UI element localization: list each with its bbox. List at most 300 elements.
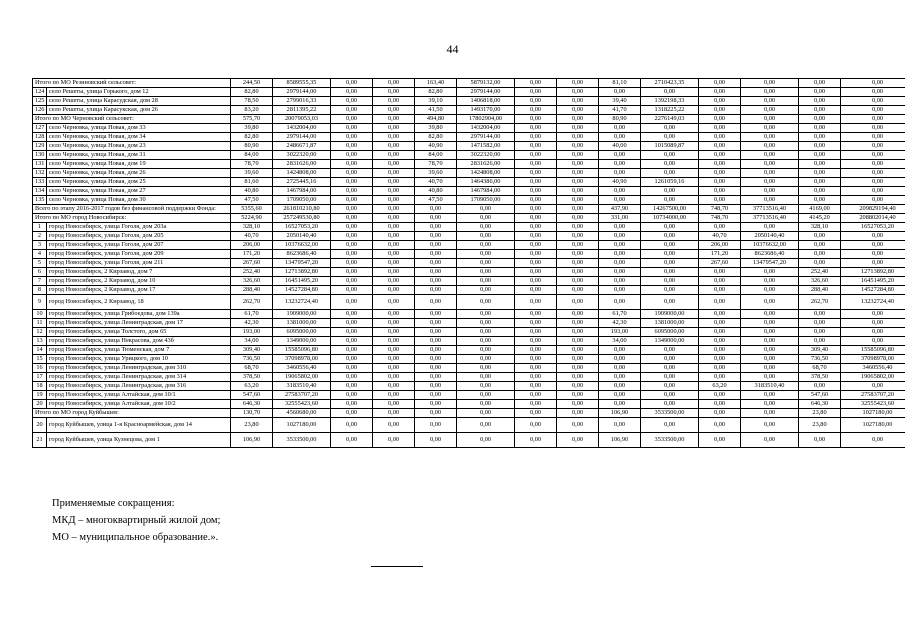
cell-value: 15585096,80 <box>841 346 905 355</box>
cell-value: 0,00 <box>373 151 415 160</box>
row-address: город Новосибирск, улица Некрасова, дом 43б <box>47 337 231 346</box>
cell-value: 0,00 <box>641 346 699 355</box>
cell-value: 0,00 <box>331 133 373 142</box>
cell-value: 0,00 <box>415 391 457 400</box>
cell-value: 0,00 <box>373 337 415 346</box>
cell-value: 0,00 <box>457 337 515 346</box>
cell-value: 0,00 <box>331 250 373 259</box>
cell-value: 0,00 <box>373 295 415 310</box>
table-row <box>33 205 905 214</box>
cell-value: 0,00 <box>741 337 799 346</box>
cell-value: 0,00 <box>457 205 515 214</box>
table-row <box>33 295 905 310</box>
cell-value: 0,00 <box>699 142 741 151</box>
cell-value: 0,00 <box>841 124 905 133</box>
cell-value: 0,00 <box>515 142 557 151</box>
cell-value: 0,00 <box>799 160 841 169</box>
row-number: 19 <box>33 391 47 400</box>
cell-value: 0,00 <box>515 400 557 409</box>
cell-value: 32555423,60 <box>273 400 331 409</box>
cell-value: 0,00 <box>799 133 841 142</box>
cell-value: 0,00 <box>641 355 699 364</box>
cell-value: 0,00 <box>515 268 557 277</box>
cell-value: 82,80 <box>231 88 273 97</box>
notes-line-mo: МО – муниципальное образование.». <box>52 532 219 543</box>
cell-value: 0,00 <box>799 142 841 151</box>
cell-value: 14527284,80 <box>273 286 331 295</box>
cell-value: 0,00 <box>373 418 415 433</box>
row-number: 134 <box>33 187 47 196</box>
row-address: город Новосибирск, улица Ленинградская, дом 314 <box>47 373 231 382</box>
cell-value: 0,00 <box>373 409 415 418</box>
row-number: 127 <box>33 124 47 133</box>
row-number: 125 <box>33 97 47 106</box>
cell-value: 5879132,00 <box>457 79 515 88</box>
cell-value: 267,60 <box>231 259 273 268</box>
cell-value: 0,00 <box>331 151 373 160</box>
cell-value: 0,00 <box>515 319 557 328</box>
cell-value: 0,00 <box>557 205 599 214</box>
cell-value: 575,70 <box>231 115 273 124</box>
cell-value: 0,00 <box>331 97 373 106</box>
cell-value: 1709050,00 <box>457 196 515 205</box>
cell-value: 0,00 <box>415 295 457 310</box>
cell-value: 2831626,00 <box>273 160 331 169</box>
cell-value: 0,00 <box>599 88 641 97</box>
cell-value: 0,00 <box>799 88 841 97</box>
separator-line <box>371 566 423 567</box>
cell-value: 0,00 <box>599 277 641 286</box>
cell-value: 0,00 <box>373 196 415 205</box>
cell-value: 646,30 <box>799 400 841 409</box>
cell-value: 0,00 <box>557 79 599 88</box>
cell-value: 0,00 <box>841 97 905 106</box>
cell-value: 0,00 <box>841 160 905 169</box>
cell-value: 0,00 <box>457 241 515 250</box>
cell-value: 0,00 <box>515 88 557 97</box>
row-number: 20 <box>33 418 47 433</box>
cell-value: 0,00 <box>331 241 373 250</box>
cell-value: 0,00 <box>557 241 599 250</box>
cell-value: 0,00 <box>373 169 415 178</box>
row-address: город Новосибирск, улица Тюменская, дом 7 <box>47 346 231 355</box>
cell-value: 0,00 <box>515 409 557 418</box>
cell-value: 0,00 <box>415 232 457 241</box>
cell-value: 4560680,00 <box>273 409 331 418</box>
cell-value: 547,60 <box>799 391 841 400</box>
cell-value: 0,00 <box>699 196 741 205</box>
cell-value: 1424808,00 <box>457 169 515 178</box>
cell-value: 0,00 <box>699 319 741 328</box>
row-label: Итого по МО Резиновский сельсовет: <box>33 79 231 88</box>
cell-value: 82,80 <box>415 133 457 142</box>
cell-value: 252,40 <box>799 268 841 277</box>
cell-value: 0,00 <box>331 142 373 151</box>
table-row <box>33 250 905 259</box>
cell-value: 0,00 <box>557 310 599 319</box>
cell-value: 0,00 <box>415 259 457 268</box>
cell-value: 78,70 <box>415 160 457 169</box>
cell-value: 0,00 <box>741 409 799 418</box>
cell-value: 0,00 <box>841 382 905 391</box>
cell-value: 193,00 <box>599 328 641 337</box>
cell-value: 326,60 <box>799 277 841 286</box>
table-row <box>33 196 905 205</box>
cell-value: 8623686,40 <box>741 250 799 259</box>
table-row <box>33 124 905 133</box>
cell-value: 12713892,80 <box>841 268 905 277</box>
cell-value: 0,00 <box>557 286 599 295</box>
cell-value: 0,00 <box>599 250 641 259</box>
cell-value: 0,00 <box>841 133 905 142</box>
cell-value: 0,00 <box>515 169 557 178</box>
cell-value: 0,00 <box>557 106 599 115</box>
row-number: 14 <box>33 346 47 355</box>
cell-value: 0,00 <box>557 88 599 97</box>
cell-value: 0,00 <box>799 259 841 268</box>
row-address: село Черновка, улица Новая, дом 33 <box>47 124 231 133</box>
table-row <box>33 169 905 178</box>
cell-value: 0,00 <box>457 214 515 223</box>
cell-value: 0,00 <box>841 178 905 187</box>
cell-value: 0,00 <box>599 196 641 205</box>
cell-value: 0,00 <box>699 124 741 133</box>
cell-value: 0,00 <box>699 328 741 337</box>
cell-value: 0,00 <box>373 277 415 286</box>
cell-value: 0,00 <box>641 160 699 169</box>
row-number: 18 <box>33 382 47 391</box>
cell-value: 0,00 <box>557 391 599 400</box>
cell-value: 0,00 <box>841 88 905 97</box>
table-row <box>33 115 905 124</box>
cell-value: 0,00 <box>457 391 515 400</box>
row-address: город Новосибирск, улица Гоголя, дом 203а <box>47 223 231 232</box>
cell-value: 0,00 <box>599 418 641 433</box>
cell-value: 40,90 <box>415 142 457 151</box>
cell-value: 0,00 <box>699 223 741 232</box>
cell-value: 0,00 <box>741 142 799 151</box>
cell-value: 41,70 <box>599 106 641 115</box>
cell-value: 27583707,20 <box>273 391 331 400</box>
cell-value: 16451495,20 <box>273 277 331 286</box>
cell-value: 0,00 <box>515 346 557 355</box>
cell-value: 0,00 <box>515 115 557 124</box>
cell-value: 0,00 <box>331 259 373 268</box>
cell-value: 2799016,33 <box>273 97 331 106</box>
cell-value: 0,00 <box>557 328 599 337</box>
cell-value: 1406818,00 <box>457 97 515 106</box>
cell-value: 0,00 <box>373 391 415 400</box>
cell-value: 0,00 <box>415 433 457 448</box>
cell-value: 0,00 <box>515 355 557 364</box>
row-number: 6 <box>33 268 47 277</box>
cell-value: 0,00 <box>799 319 841 328</box>
cell-value: 0,00 <box>331 346 373 355</box>
cell-value: 40,00 <box>599 142 641 151</box>
cell-value: 0,00 <box>841 328 905 337</box>
cell-value: 0,00 <box>599 160 641 169</box>
cell-value: 163,40 <box>415 79 457 88</box>
cell-value: 0,00 <box>515 277 557 286</box>
cell-value: 0,00 <box>373 142 415 151</box>
cell-value: 39,80 <box>415 124 457 133</box>
cell-value: 0,00 <box>457 277 515 286</box>
cell-value: 1027180,00 <box>273 418 331 433</box>
page-number: 44 <box>446 42 459 56</box>
cell-value: 80,90 <box>599 115 641 124</box>
cell-value: 0,00 <box>515 214 557 223</box>
cell-value: 1027180,00 <box>841 418 905 433</box>
cell-value: 0,00 <box>741 295 799 310</box>
cell-value: 23,80 <box>799 418 841 433</box>
cell-value: 39,40 <box>599 97 641 106</box>
row-number: 2 <box>33 232 47 241</box>
cell-value: 0,00 <box>641 400 699 409</box>
cell-value: 0,00 <box>741 106 799 115</box>
cell-value: 39,60 <box>415 169 457 178</box>
cell-value: 0,00 <box>599 259 641 268</box>
table-row <box>33 88 905 97</box>
cell-value: 0,00 <box>415 364 457 373</box>
table-row <box>33 187 905 196</box>
cell-value: 171,20 <box>699 250 741 259</box>
cell-value: 106,90 <box>599 409 641 418</box>
cell-value: 0,00 <box>515 241 557 250</box>
cell-value: 0,00 <box>331 79 373 88</box>
cell-value: 40,70 <box>415 178 457 187</box>
cell-value: 0,00 <box>641 295 699 310</box>
table-row <box>33 277 905 286</box>
cell-value: 0,00 <box>841 310 905 319</box>
cell-value: 0,00 <box>331 391 373 400</box>
row-number: 16 <box>33 364 47 373</box>
cell-value: 0,00 <box>373 382 415 391</box>
cell-value: 0,00 <box>799 250 841 259</box>
cell-value: 34,00 <box>599 337 641 346</box>
cell-value: 0,00 <box>699 169 741 178</box>
cell-value: 0,00 <box>515 160 557 169</box>
cell-value: 0,00 <box>841 142 905 151</box>
cell-value: 193,00 <box>231 328 273 337</box>
cell-value: 0,00 <box>415 328 457 337</box>
cell-value: 0,00 <box>557 364 599 373</box>
cell-value: 0,00 <box>699 373 741 382</box>
cell-value: 0,00 <box>841 232 905 241</box>
cell-value: 0,00 <box>699 178 741 187</box>
table-row <box>33 286 905 295</box>
table-row <box>33 319 905 328</box>
cell-value: 1381000,00 <box>641 319 699 328</box>
cell-value: 547,60 <box>231 391 273 400</box>
cell-value: 0,00 <box>515 373 557 382</box>
cell-value: 3460556,40 <box>273 364 331 373</box>
cell-value: 0,00 <box>557 268 599 277</box>
cell-value: 42,30 <box>599 319 641 328</box>
cell-value: 0,00 <box>599 382 641 391</box>
cell-value: 13232724,40 <box>273 295 331 310</box>
row-label: Итого по МО город Новосибирск: <box>33 214 231 223</box>
cell-value: 0,00 <box>515 205 557 214</box>
table-row <box>33 97 905 106</box>
table-row <box>33 241 905 250</box>
cell-value: 0,00 <box>699 79 741 88</box>
cell-value: 2811395,22 <box>273 106 331 115</box>
row-address: село Черновка, улица Новая, дом 23 <box>47 142 231 151</box>
cell-value: 0,00 <box>799 115 841 124</box>
cell-value: 437,90 <box>599 205 641 214</box>
cell-value: 0,00 <box>741 97 799 106</box>
cell-value: 0,00 <box>841 337 905 346</box>
cell-value: 0,00 <box>457 409 515 418</box>
cell-value: 0,00 <box>515 286 557 295</box>
cell-value: 0,00 <box>641 133 699 142</box>
cell-value: 0,00 <box>741 391 799 400</box>
cell-value: 0,00 <box>457 328 515 337</box>
table-row <box>33 214 905 223</box>
cell-value: 0,00 <box>331 328 373 337</box>
row-number: 124 <box>33 88 47 97</box>
cell-value: 0,00 <box>515 391 557 400</box>
row-number: 10 <box>33 310 47 319</box>
cell-value: 0,00 <box>457 319 515 328</box>
cell-value: 37098978,00 <box>273 355 331 364</box>
cell-value: 42,30 <box>231 319 273 328</box>
cell-value: 326,60 <box>231 277 273 286</box>
cell-value: 0,00 <box>331 160 373 169</box>
row-address: город Новосибирск, улица Урицкого, дом 10 <box>47 355 231 364</box>
cell-value: 0,00 <box>641 268 699 277</box>
notes-line-mkd: МКД – многоквартирный жилой дом; <box>52 515 221 526</box>
cell-value: 63,20 <box>699 382 741 391</box>
cell-value: 0,00 <box>799 187 841 196</box>
cell-value: 41,50 <box>415 106 457 115</box>
cell-value: 1349000,00 <box>641 337 699 346</box>
row-address: город Новосибирск, улица Алтайская, дом 10/2 <box>47 400 231 409</box>
cell-value: 0,00 <box>331 337 373 346</box>
cell-value: 0,00 <box>841 241 905 250</box>
cell-value: 0,00 <box>557 142 599 151</box>
cell-value: 17802904,00 <box>457 115 515 124</box>
cell-value: 494,80 <box>415 115 457 124</box>
row-number: 11 <box>33 319 47 328</box>
abbreviations-notes <box>52 495 220 546</box>
cell-value: 16527053,20 <box>273 223 331 232</box>
row-number: 1 <box>33 223 47 232</box>
cell-value: 0,00 <box>331 214 373 223</box>
cell-value: 1467984,00 <box>457 187 515 196</box>
cell-value: 0,00 <box>515 133 557 142</box>
cell-value: 3533500,00 <box>273 433 331 448</box>
cell-value: 0,00 <box>599 364 641 373</box>
cell-value: 1318225,22 <box>641 106 699 115</box>
cell-value: 0,00 <box>515 310 557 319</box>
cell-value: 27583707,20 <box>841 391 905 400</box>
cell-value: 257249530,80 <box>273 214 331 223</box>
row-address: город Новосибирск, улица Гоголя, дом 211 <box>47 259 231 268</box>
cell-value: 78,70 <box>231 160 273 169</box>
cell-value: 0,00 <box>599 223 641 232</box>
cell-value: 2725445,16 <box>273 178 331 187</box>
cell-value: 2979144,00 <box>273 133 331 142</box>
cell-value: 0,00 <box>373 106 415 115</box>
cell-value: 0,00 <box>373 79 415 88</box>
cell-value: 10376632,00 <box>273 241 331 250</box>
cell-value: 0,00 <box>557 196 599 205</box>
cell-value: 14527284,80 <box>841 286 905 295</box>
cell-value: 106,90 <box>599 433 641 448</box>
row-address: город Новосибирск, улица Гоголя, дом 207 <box>47 241 231 250</box>
cell-value: 0,00 <box>331 205 373 214</box>
cell-value: 0,00 <box>741 196 799 205</box>
cell-value: 0,00 <box>373 268 415 277</box>
cell-value: 0,00 <box>557 250 599 259</box>
cell-value: 0,00 <box>457 400 515 409</box>
cell-value: 0,00 <box>515 196 557 205</box>
cell-value: 84,00 <box>231 151 273 160</box>
cell-value: 37098978,00 <box>841 355 905 364</box>
cell-value: 0,00 <box>557 277 599 286</box>
cell-value: 0,00 <box>331 277 373 286</box>
cell-value: 0,00 <box>457 295 515 310</box>
table-row <box>33 418 905 433</box>
cell-value: 0,00 <box>641 250 699 259</box>
cell-value: 0,00 <box>799 241 841 250</box>
row-number: 133 <box>33 178 47 187</box>
cell-value: 8623686,40 <box>273 250 331 259</box>
cell-value: 0,00 <box>741 373 799 382</box>
table-row <box>33 259 905 268</box>
cell-value: 0,00 <box>741 346 799 355</box>
cell-value: 130,70 <box>231 409 273 418</box>
cell-value: 0,00 <box>373 346 415 355</box>
cell-value: 39,60 <box>231 169 273 178</box>
row-address: город Куйбышев, улица Кузнецова, дом 1 <box>47 433 231 448</box>
row-number: 13 <box>33 337 47 346</box>
cell-value: 0,00 <box>641 259 699 268</box>
cell-value: 0,00 <box>415 337 457 346</box>
cell-value: 19065802,00 <box>841 373 905 382</box>
cell-value: 0,00 <box>641 382 699 391</box>
cell-value: 0,00 <box>373 133 415 142</box>
cell-value: 0,00 <box>331 418 373 433</box>
cell-value: 1493170,00 <box>457 106 515 115</box>
cell-value: 6095000,00 <box>273 328 331 337</box>
cell-value: 3183510,40 <box>273 382 331 391</box>
cell-value: 0,00 <box>841 79 905 88</box>
cell-value: 0,00 <box>599 268 641 277</box>
row-number: 21 <box>33 433 47 448</box>
row-address: село Черновка, улица Новая, дом 34 <box>47 133 231 142</box>
row-address: город Новосибирск, улица Толстого, дом 65 <box>47 328 231 337</box>
cell-value: 0,00 <box>373 400 415 409</box>
cell-value: 0,00 <box>741 418 799 433</box>
cell-value: 244,50 <box>231 79 273 88</box>
cell-value: 39,80 <box>231 124 273 133</box>
table-row <box>33 382 905 391</box>
cell-value: 262,70 <box>231 295 273 310</box>
cell-value: 0,00 <box>557 223 599 232</box>
row-address: город Новосибирск, улица Гоголя, дом 205 <box>47 232 231 241</box>
notes-heading: Применяемые сокращения: <box>52 498 175 509</box>
row-address: село Решеты, улица Горького, дом 12 <box>47 88 231 97</box>
cell-value: 0,00 <box>799 97 841 106</box>
cell-value: 0,00 <box>457 268 515 277</box>
housing-table <box>32 78 905 448</box>
table-row <box>33 133 905 142</box>
row-number: 7 <box>33 277 47 286</box>
cell-value: 0,00 <box>557 232 599 241</box>
row-number: 130 <box>33 151 47 160</box>
